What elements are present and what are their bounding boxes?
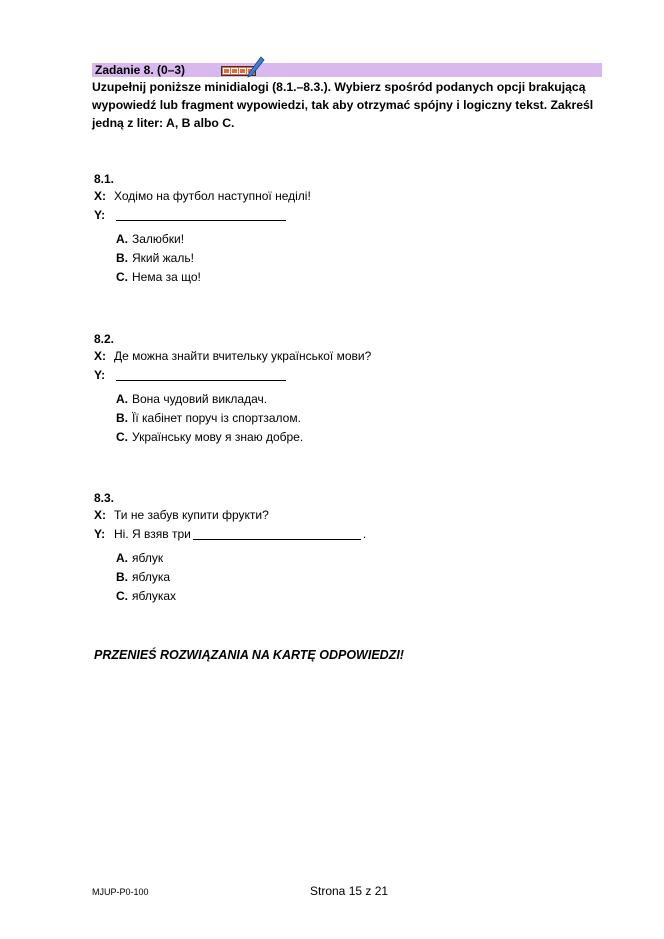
dialog-text: Ходімо на футбол наступної неділі! bbox=[114, 189, 311, 203]
option-c[interactable] bbox=[116, 428, 594, 447]
dialog-text: Ні. Я взяв три bbox=[114, 527, 191, 541]
dialog-text-suffix: . bbox=[362, 527, 367, 541]
speaker-label: X: bbox=[94, 508, 106, 522]
speaker-label: X: bbox=[94, 189, 106, 203]
option-a[interactable] bbox=[116, 549, 594, 568]
option-text: Який жаль! bbox=[132, 251, 194, 265]
option-c[interactable] bbox=[116, 587, 594, 606]
option-b[interactable] bbox=[116, 568, 594, 587]
option-c[interactable] bbox=[116, 268, 594, 287]
question-8-3 bbox=[94, 490, 594, 606]
question-8-2 bbox=[94, 331, 594, 447]
dialog-line-y bbox=[94, 525, 594, 544]
dialog-line-x bbox=[94, 187, 594, 206]
option-text: яблуках bbox=[132, 589, 177, 603]
option-text: яблука bbox=[132, 570, 171, 584]
dialog-line-x bbox=[94, 347, 594, 366]
option-text: Її кабінет поруч із спортзалом. bbox=[132, 411, 301, 425]
option-text: Українську мову я знаю добре. bbox=[132, 430, 304, 444]
dialog-text: Де можна знайти вчительку української мови? bbox=[114, 349, 372, 363]
option-letter[interactable]: A. bbox=[116, 551, 128, 565]
option-letter[interactable]: C. bbox=[116, 430, 128, 444]
score-box bbox=[223, 68, 230, 74]
option-a[interactable] bbox=[116, 230, 594, 249]
option-text: Нема за що! bbox=[132, 270, 201, 284]
option-letter[interactable]: B. bbox=[116, 251, 128, 265]
option-text: Залюбки! bbox=[132, 232, 185, 246]
answer-blank bbox=[116, 366, 286, 381]
answer-blank bbox=[193, 525, 361, 540]
document-code: MJUP-P0-100 bbox=[92, 887, 149, 897]
option-list bbox=[116, 230, 594, 287]
option-b[interactable] bbox=[116, 409, 594, 428]
option-letter[interactable]: B. bbox=[116, 411, 128, 425]
dialog-text: Ти не забув купити фрукти? bbox=[114, 508, 269, 522]
question-number: 8.1. bbox=[94, 172, 115, 186]
speaker-label: Y: bbox=[94, 208, 106, 222]
speaker-label: Y: bbox=[94, 368, 106, 382]
option-letter[interactable]: C. bbox=[116, 589, 128, 603]
score-box bbox=[231, 68, 238, 74]
page-number: Strona 15 z 21 bbox=[310, 884, 389, 898]
option-a[interactable] bbox=[116, 390, 594, 409]
score-box bbox=[239, 68, 246, 74]
option-letter[interactable]: B. bbox=[116, 570, 128, 584]
option-text: яблук bbox=[132, 551, 164, 565]
question-number: 8.2. bbox=[94, 332, 115, 346]
dialog-line-y bbox=[94, 206, 594, 225]
task-instruction: Uzupełnij poniższe minidialogi (8.1.–8.3.). Wybierz spośród podanych opcji brakującą wypowiedź lub fragment wypowiedzi, tak aby otrzymać spójny i logiczny tekst. Zakreśl jedną z liter: A, B albo C. bbox=[92, 80, 594, 130]
pen-icon bbox=[247, 56, 265, 78]
option-list bbox=[116, 390, 594, 447]
transfer-answers-note: PRZENIEŚ ROZWIĄZANIA NA KARTĘ ODPOWIEDZI! bbox=[94, 648, 404, 662]
speaker-label: Y: bbox=[94, 527, 106, 541]
option-text: Вона чудовий викладач. bbox=[132, 392, 268, 406]
option-letter[interactable]: C. bbox=[116, 270, 128, 284]
dialog-line-y bbox=[94, 366, 594, 385]
answer-blank bbox=[116, 206, 286, 221]
question-number: 8.3. bbox=[94, 491, 115, 505]
speaker-label: X: bbox=[94, 349, 106, 363]
task-title: Zadanie 8. (0–3) bbox=[95, 63, 186, 77]
option-letter[interactable]: A. bbox=[116, 392, 128, 406]
question-8-1 bbox=[94, 171, 594, 287]
option-b[interactable] bbox=[116, 249, 594, 268]
option-letter[interactable]: A. bbox=[116, 232, 128, 246]
option-list bbox=[116, 549, 594, 606]
dialog-line-x bbox=[94, 506, 594, 525]
